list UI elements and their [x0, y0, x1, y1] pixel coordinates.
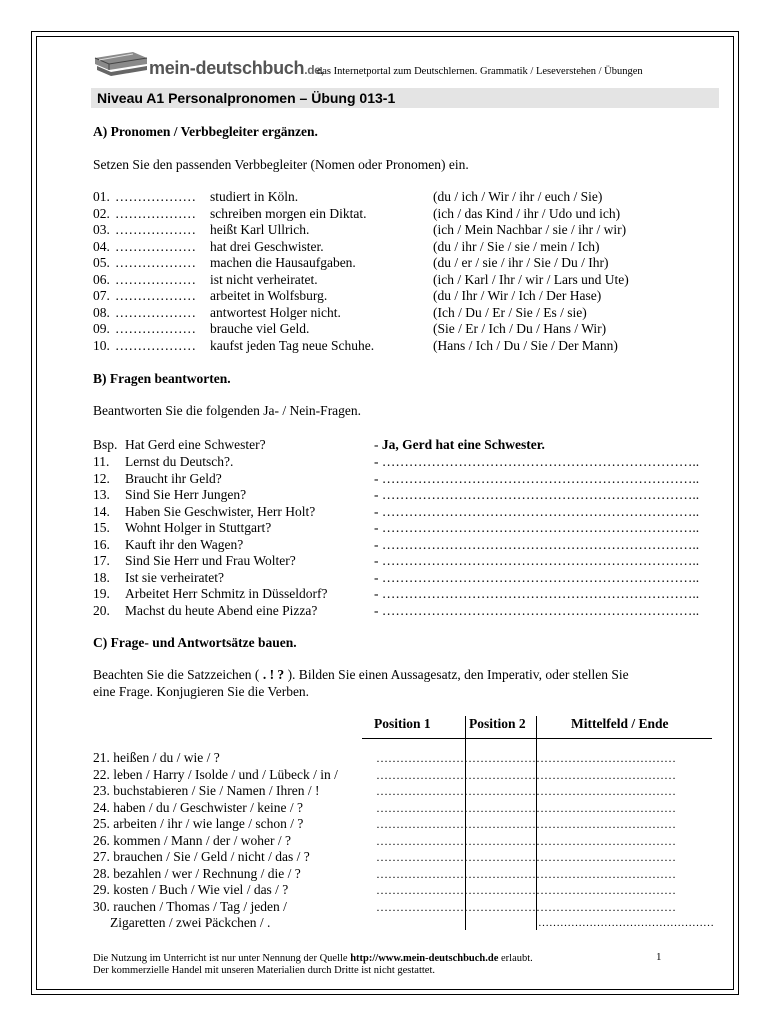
question-text: Lernst du Deutsch?. [125, 454, 234, 469]
word-prompt: 26. kommen / Mann / der / woher / ? [93, 832, 291, 848]
answer-blank[interactable]: ……………… [115, 288, 196, 303]
answer-line[interactable]: ………………………………………………………………… [376, 800, 676, 815]
exercise-b-row [93, 471, 713, 487]
word-prompt: 25. arbeiten / ihr / wie lange / schon / ? [93, 816, 304, 831]
section-b-heading: B) Fragen beantworten. [93, 371, 231, 386]
section-c-instruction-line1: Beachten Sie die Satzzeichen ( . ! ? ). Bilden Sie einen Aussagesatz, den Imperativ, oder stellen Sie [93, 667, 629, 682]
answer-blank[interactable]: ……………… [115, 321, 196, 336]
word-prompt: 23. buchstabieren / Sie / Namen / Ihren / ! [93, 783, 320, 798]
question-text: Ist sie verheiratet? [125, 569, 224, 585]
answer-blank[interactable]: ……………… [115, 205, 196, 221]
worksheet-title: Niveau A1 Personalpronomen – Übung 013-1 [97, 90, 396, 106]
sentence-text: antwortest Holger nicht. [210, 304, 341, 320]
item-number: 19. [93, 586, 110, 601]
sentence-text: kaufst jeden Tag neue Schuhe. [210, 337, 375, 353]
sentence-text: arbeitet in Wolfsburg. [210, 288, 328, 303]
pronoun-options: (du / Ihr / Wir / Ich / Der Hase) [433, 288, 602, 303]
pronoun-options: (du / er / sie / ihr / Sie / Du / Ihr) [433, 255, 609, 270]
exercise-a-row [93, 338, 713, 354]
site-logo-text: mein-deutschbuch.de, [149, 58, 324, 78]
question-text: Kauft ihr den Wagen? [125, 536, 244, 552]
word-prompt: 28. bezahlen / wer / Rechnung / die / ? [93, 865, 301, 881]
question-text: Sind Sie Herr Jungen? [125, 487, 247, 502]
item-number: 06. [93, 271, 110, 287]
exercise-b-row [93, 504, 713, 520]
table-header-rule [362, 738, 712, 739]
item-number: 04. [93, 238, 110, 254]
example-label: Bsp. [93, 437, 118, 452]
books-logo-icon [93, 48, 149, 76]
section-a-instruction: Setzen Sie den passenden Verbbegleiter (Nomen oder Pronomen) ein. [93, 157, 469, 172]
question-text: Machst du heute Abend eine Pizza? [125, 602, 318, 618]
exercise-c-row [93, 882, 713, 898]
item-number: 01. [93, 189, 110, 204]
item-number: 10. [93, 337, 110, 353]
pronoun-options: (ich / das Kind / ihr / Udo und ich) [433, 205, 621, 221]
item-number: 02. [93, 205, 110, 221]
word-prompt: 27. brauchen / Sie / Geld / nicht / das / ? [93, 849, 310, 864]
answer-line[interactable]: - …………………………………………………………….. [374, 470, 700, 486]
item-number: 15. [93, 520, 110, 535]
exercise-a-row [93, 239, 713, 255]
item-number: 17. [93, 553, 110, 568]
answer-line[interactable]: ………………………………………………………………… [376, 817, 676, 831]
answer-line[interactable]: - …………………………………………………………….. [374, 503, 700, 519]
section-b-example [93, 437, 713, 453]
answer-blank[interactable]: ……………… [115, 189, 196, 204]
pronoun-options: (du / ihr / Sie / sie / mein / Ich) [433, 238, 600, 254]
item-number: 20. [93, 602, 110, 618]
sentence-text: studiert in Köln. [210, 189, 299, 204]
exercise-a-row [93, 305, 713, 321]
worksheet-title-bar [91, 88, 719, 108]
exercise-c-row [93, 866, 713, 882]
word-prompt: 21. heißen / du / wie / ? [93, 750, 220, 765]
exercise-b-row [93, 537, 713, 553]
answer-blank[interactable]: ……………… [115, 337, 196, 353]
question-text: Wohnt Holger in Stuttgart? [125, 520, 272, 535]
site-tagline: das Internetportal zum Deutschlernen. Grammatik / Leseverstehen / Übungen [317, 66, 643, 77]
answer-line[interactable]: - …………………………………………………………….. [374, 569, 700, 585]
item-30-answer-line-tail: ………………………………………… [538, 917, 714, 929]
footer-line-2: Der kommerzielle Handel mit unseren Materialien durch Dritte ist nicht gestattet. [93, 965, 436, 976]
exercise-b-row [93, 570, 713, 586]
example-question: Hat Gerd eine Schwester? [125, 437, 266, 452]
question-text: Braucht ihr Geld? [125, 470, 222, 486]
answer-blank[interactable]: ……………… [115, 271, 196, 287]
exercise-c-row [93, 767, 713, 783]
exercise-b-row [93, 487, 713, 503]
item-number: 12. [93, 470, 110, 486]
item-number: 09. [93, 321, 110, 336]
answer-line[interactable]: ………………………………………………………………… [376, 767, 676, 782]
word-prompt: 29. kosten / Buch / Wie viel / das / ? [93, 882, 289, 897]
exercise-a-row [93, 321, 713, 337]
exercise-c-row [93, 800, 713, 816]
answer-line[interactable]: - …………………………………………………………….. [374, 487, 700, 502]
exercise-a-row [93, 255, 713, 271]
section-a-heading: A) Pronomen / Verbbegleiter ergänzen. [93, 124, 318, 139]
item-number: 14. [93, 503, 110, 519]
exercise-b-row [93, 454, 713, 470]
item-number: 08. [93, 304, 110, 320]
section-c-instruction-line2: eine Frage. Konjugieren Sie die Verben. [93, 684, 310, 699]
example-answer: - Ja, Gerd hat eine Schwester. [374, 437, 545, 452]
question-text: Sind Sie Herr und Frau Wolter? [125, 553, 296, 568]
item-number: 03. [93, 222, 110, 237]
exercise-b-row [93, 603, 713, 619]
exercise-b-row [93, 520, 713, 536]
answer-line[interactable]: ………………………………………………………………… [376, 883, 676, 897]
answer-line[interactable]: - …………………………………………………………….. [374, 586, 700, 601]
footer-source-url: http://www.mein-deutschbuch.de [350, 953, 499, 964]
exercise-a-row [93, 272, 713, 288]
item-number: 11. [93, 454, 110, 469]
exercise-b-row [93, 553, 713, 569]
section-b-instruction: Beantworten Sie die folgenden Ja- / Nein-Fragen. [93, 403, 362, 418]
item-number: 13. [93, 487, 110, 502]
exercise-a-row [93, 189, 713, 205]
answer-line[interactable]: - …………………………………………………………….. [374, 553, 700, 568]
item-number: 07. [93, 288, 110, 303]
pronoun-options: (ich / Mein Nachbar / sie / ihr / wir) [433, 222, 627, 237]
col-header-position-2: Position 2 [469, 716, 526, 731]
site-header [93, 44, 723, 80]
answer-blank[interactable]: ……………… [115, 238, 196, 254]
col-header-mittelfeld: Mittelfeld / Ende [571, 716, 669, 731]
pronoun-options: (du / ich / Wir / ihr / euch / Sie) [433, 189, 603, 204]
question-text: Arbeitet Herr Schmitz in Düsseldorf? [125, 586, 328, 601]
exercise-c-row [93, 750, 713, 766]
answer-line[interactable]: ………………………………………………………………… [376, 833, 676, 848]
answer-line[interactable]: - …………………………………………………………….. [374, 520, 700, 535]
answer-line[interactable]: ………………………………………………………………… [376, 751, 676, 765]
exercise-a-row [93, 222, 713, 238]
exercise-c-row [93, 849, 713, 865]
pronoun-options: (Hans / Ich / Du / Sie / Der Mann) [433, 337, 618, 353]
section-c-heading: C) Frage- und Antwortsätze bauen. [93, 635, 297, 650]
exercise-c-row [93, 816, 713, 832]
footer-line-1: Die Nutzung im Unterricht ist nur unter Nennung der Quelle http://www.mein-deutschbuch.de erlaubt. [93, 953, 533, 964]
answer-line[interactable]: ………………………………………………………………… [376, 850, 676, 864]
sentence-text: ist nicht verheiratet. [210, 271, 318, 287]
pronoun-options: (ich / Karl / Ihr / wir / Lars und Ute) [433, 271, 629, 287]
sentence-text: schreiben morgen ein Diktat. [210, 205, 367, 221]
col-header-position-1: Position 1 [374, 716, 431, 731]
exercise-c-row [93, 833, 713, 849]
word-prompt: 22. leben / Harry / Isolde / und / Lübeck / in / [93, 766, 338, 782]
item-30-continuation: Zigaretten / zwei Päckchen / . [110, 915, 271, 930]
page-number: 1 [656, 951, 662, 963]
pronoun-options: (Sie / Er / Ich / Du / Hans / Wir) [433, 321, 607, 336]
exercise-c-row [93, 899, 713, 915]
answer-blank[interactable]: ……………… [115, 255, 196, 270]
answer-line[interactable]: ………………………………………………………………… [376, 784, 676, 798]
sentence-text: brauche viel Geld. [210, 321, 310, 336]
item-number: 16. [93, 536, 110, 552]
answer-line[interactable]: ………………………………………………………………… [376, 899, 676, 914]
sentence-text: machen die Hausaufgaben. [210, 255, 356, 270]
answer-blank[interactable]: ……………… [115, 222, 196, 237]
sentence-text: hat drei Geschwister. [210, 238, 324, 254]
exercise-c-row [93, 783, 713, 799]
answer-line[interactable]: - …………………………………………………………….. [374, 602, 700, 618]
item-number: 05. [93, 255, 110, 270]
answer-line[interactable]: - …………………………………………………………….. [374, 536, 700, 552]
word-prompt: 24. haben / du / Geschwister / keine / ? [93, 799, 303, 815]
answer-blank[interactable]: ……………… [115, 304, 196, 320]
exercise-b-row [93, 586, 713, 602]
word-prompt: 30. rauchen / Thomas / Tag / jeden / [93, 898, 287, 914]
sentence-text: heißt Karl Ullrich. [210, 222, 310, 237]
pronoun-options: (Ich / Du / Er / Sie / Es / sie) [433, 304, 587, 320]
answer-line[interactable]: ………………………………………………………………… [376, 866, 676, 881]
item-number: 18. [93, 569, 110, 585]
exercise-a-row [93, 288, 713, 304]
footer-notice [93, 953, 533, 977]
question-text: Haben Sie Geschwister, Herr Holt? [125, 503, 316, 519]
answer-line[interactable]: - …………………………………………………………….. [374, 454, 700, 469]
exercise-a-row [93, 206, 713, 222]
